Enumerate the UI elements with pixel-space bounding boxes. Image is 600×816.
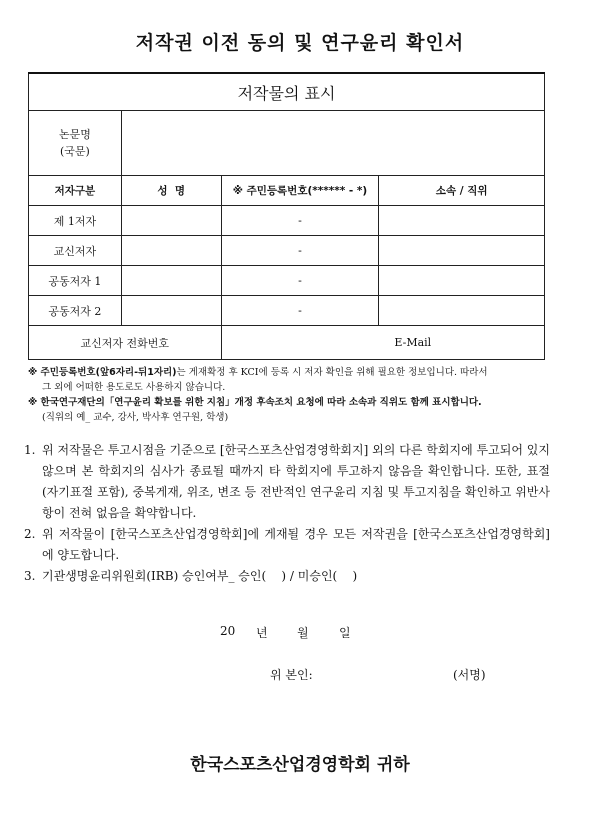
document-title: 저작권 이전 동의 및 연구윤리 확인서	[135, 32, 465, 54]
pledge-text: 위 저작물은 투고시점을 기준으로 [한국스포츠산업경영학회지] 외의 다른 학회지에 투고되어 있지 않으며 본 학회지의 심사가 종료될 때까지 타 학회지에 투고하지 않음을 확인합니다. 또한, 표절(자기표절 포함), 중복게재, 위조, 변조 등 전반적인 연구윤리 지침 및 투고지침을 확인하고 위반사항이 전혀 없음을 확약합니다.	[42, 443, 550, 520]
table-caption: 저작물의 표시	[29, 73, 545, 111]
header-affiliation: 소속 / 직위	[379, 176, 545, 206]
author-id-field[interactable]: -	[221, 296, 379, 326]
pledge-number: 1.	[24, 443, 36, 457]
paper-title-label-line1: 논문명	[58, 128, 91, 141]
table-row	[29, 236, 545, 266]
date-year-unit: 년	[256, 626, 268, 640]
pledge-item	[24, 440, 550, 524]
author-label: 공동저자 1	[29, 266, 122, 296]
signer-label: 위 본인:	[270, 668, 313, 682]
pledge-text: 기관생명윤리위원회(IRB) 승인여부_ 승인( ) / 미승인( )	[42, 569, 358, 583]
note-2-bold: ※ 한국연구재단의「연구윤리 확보를 위한 지침」개정 후속조치 요청에 따라 소속과 직위도 함께 표시합니다.	[28, 397, 482, 408]
footer-addressee: 한국스포츠산업경영학회 귀하	[190, 755, 410, 775]
header-author-type: 저자구분	[29, 176, 122, 206]
author-label: 교신저자	[29, 236, 122, 266]
table-row	[29, 206, 545, 236]
pledge-item	[24, 566, 550, 587]
note-2	[28, 395, 548, 410]
author-affiliation-field[interactable]	[379, 206, 545, 236]
email-label[interactable]: E-Mail	[221, 326, 544, 360]
work-info-table	[28, 72, 545, 360]
pledge-item	[24, 524, 550, 566]
paper-title-label-line2: (국문)	[59, 145, 90, 158]
note-1-rest: 는 게재확정 후 KCI에 등록 시 저자 확인을 위해 필요한 정보입니다. 따라서	[176, 367, 488, 378]
date-day: 일	[339, 626, 351, 640]
date-year[interactable]: 20	[220, 624, 236, 638]
pledge-number: 3.	[24, 569, 36, 583]
note-1	[28, 365, 548, 380]
author-name-field[interactable]	[121, 296, 221, 326]
author-label: 제 1저자	[29, 206, 122, 236]
header-id-number: ※ 주민등록번호(****** - *)	[221, 176, 379, 206]
pledge-list	[24, 440, 550, 587]
author-name-field[interactable]	[121, 206, 221, 236]
paper-title-field[interactable]	[121, 111, 544, 176]
author-name-field[interactable]	[121, 236, 221, 266]
note-1-cont: 그 외에 어떠한 용도로도 사용하지 않습니다.	[42, 382, 226, 393]
author-affiliation-field[interactable]	[379, 236, 545, 266]
author-affiliation-field[interactable]	[379, 266, 545, 296]
table-row	[29, 296, 545, 326]
note-2-cont: (직위의 예_ 교수, 강사, 박사후 연구원, 학생)	[42, 412, 229, 423]
pledge-text: 위 저작물이 [한국스포츠산업경영학회]에 게재될 경우 모든 저작권을 [한국스포츠산업경영학회]에 양도합니다.	[42, 527, 550, 562]
notes	[28, 365, 548, 425]
signature-label[interactable]: (서명)	[453, 668, 486, 682]
author-affiliation-field[interactable]	[379, 296, 545, 326]
paper-title-label	[29, 111, 122, 176]
table-row	[29, 266, 545, 296]
author-id-field[interactable]: -	[221, 206, 379, 236]
note-1-bold: ※ 주민등록번호(앞6자리-뒤1자리)	[28, 367, 177, 378]
author-name-field[interactable]	[121, 266, 221, 296]
header-name: 성 명	[121, 176, 221, 206]
author-id-field[interactable]: -	[221, 266, 379, 296]
author-id-field[interactable]: -	[221, 236, 379, 266]
pledge-number: 2.	[24, 527, 36, 541]
date-month: 월	[297, 626, 309, 640]
phone-label[interactable]: 교신저자 전화번호	[29, 326, 222, 360]
author-label: 공동저자 2	[29, 296, 122, 326]
